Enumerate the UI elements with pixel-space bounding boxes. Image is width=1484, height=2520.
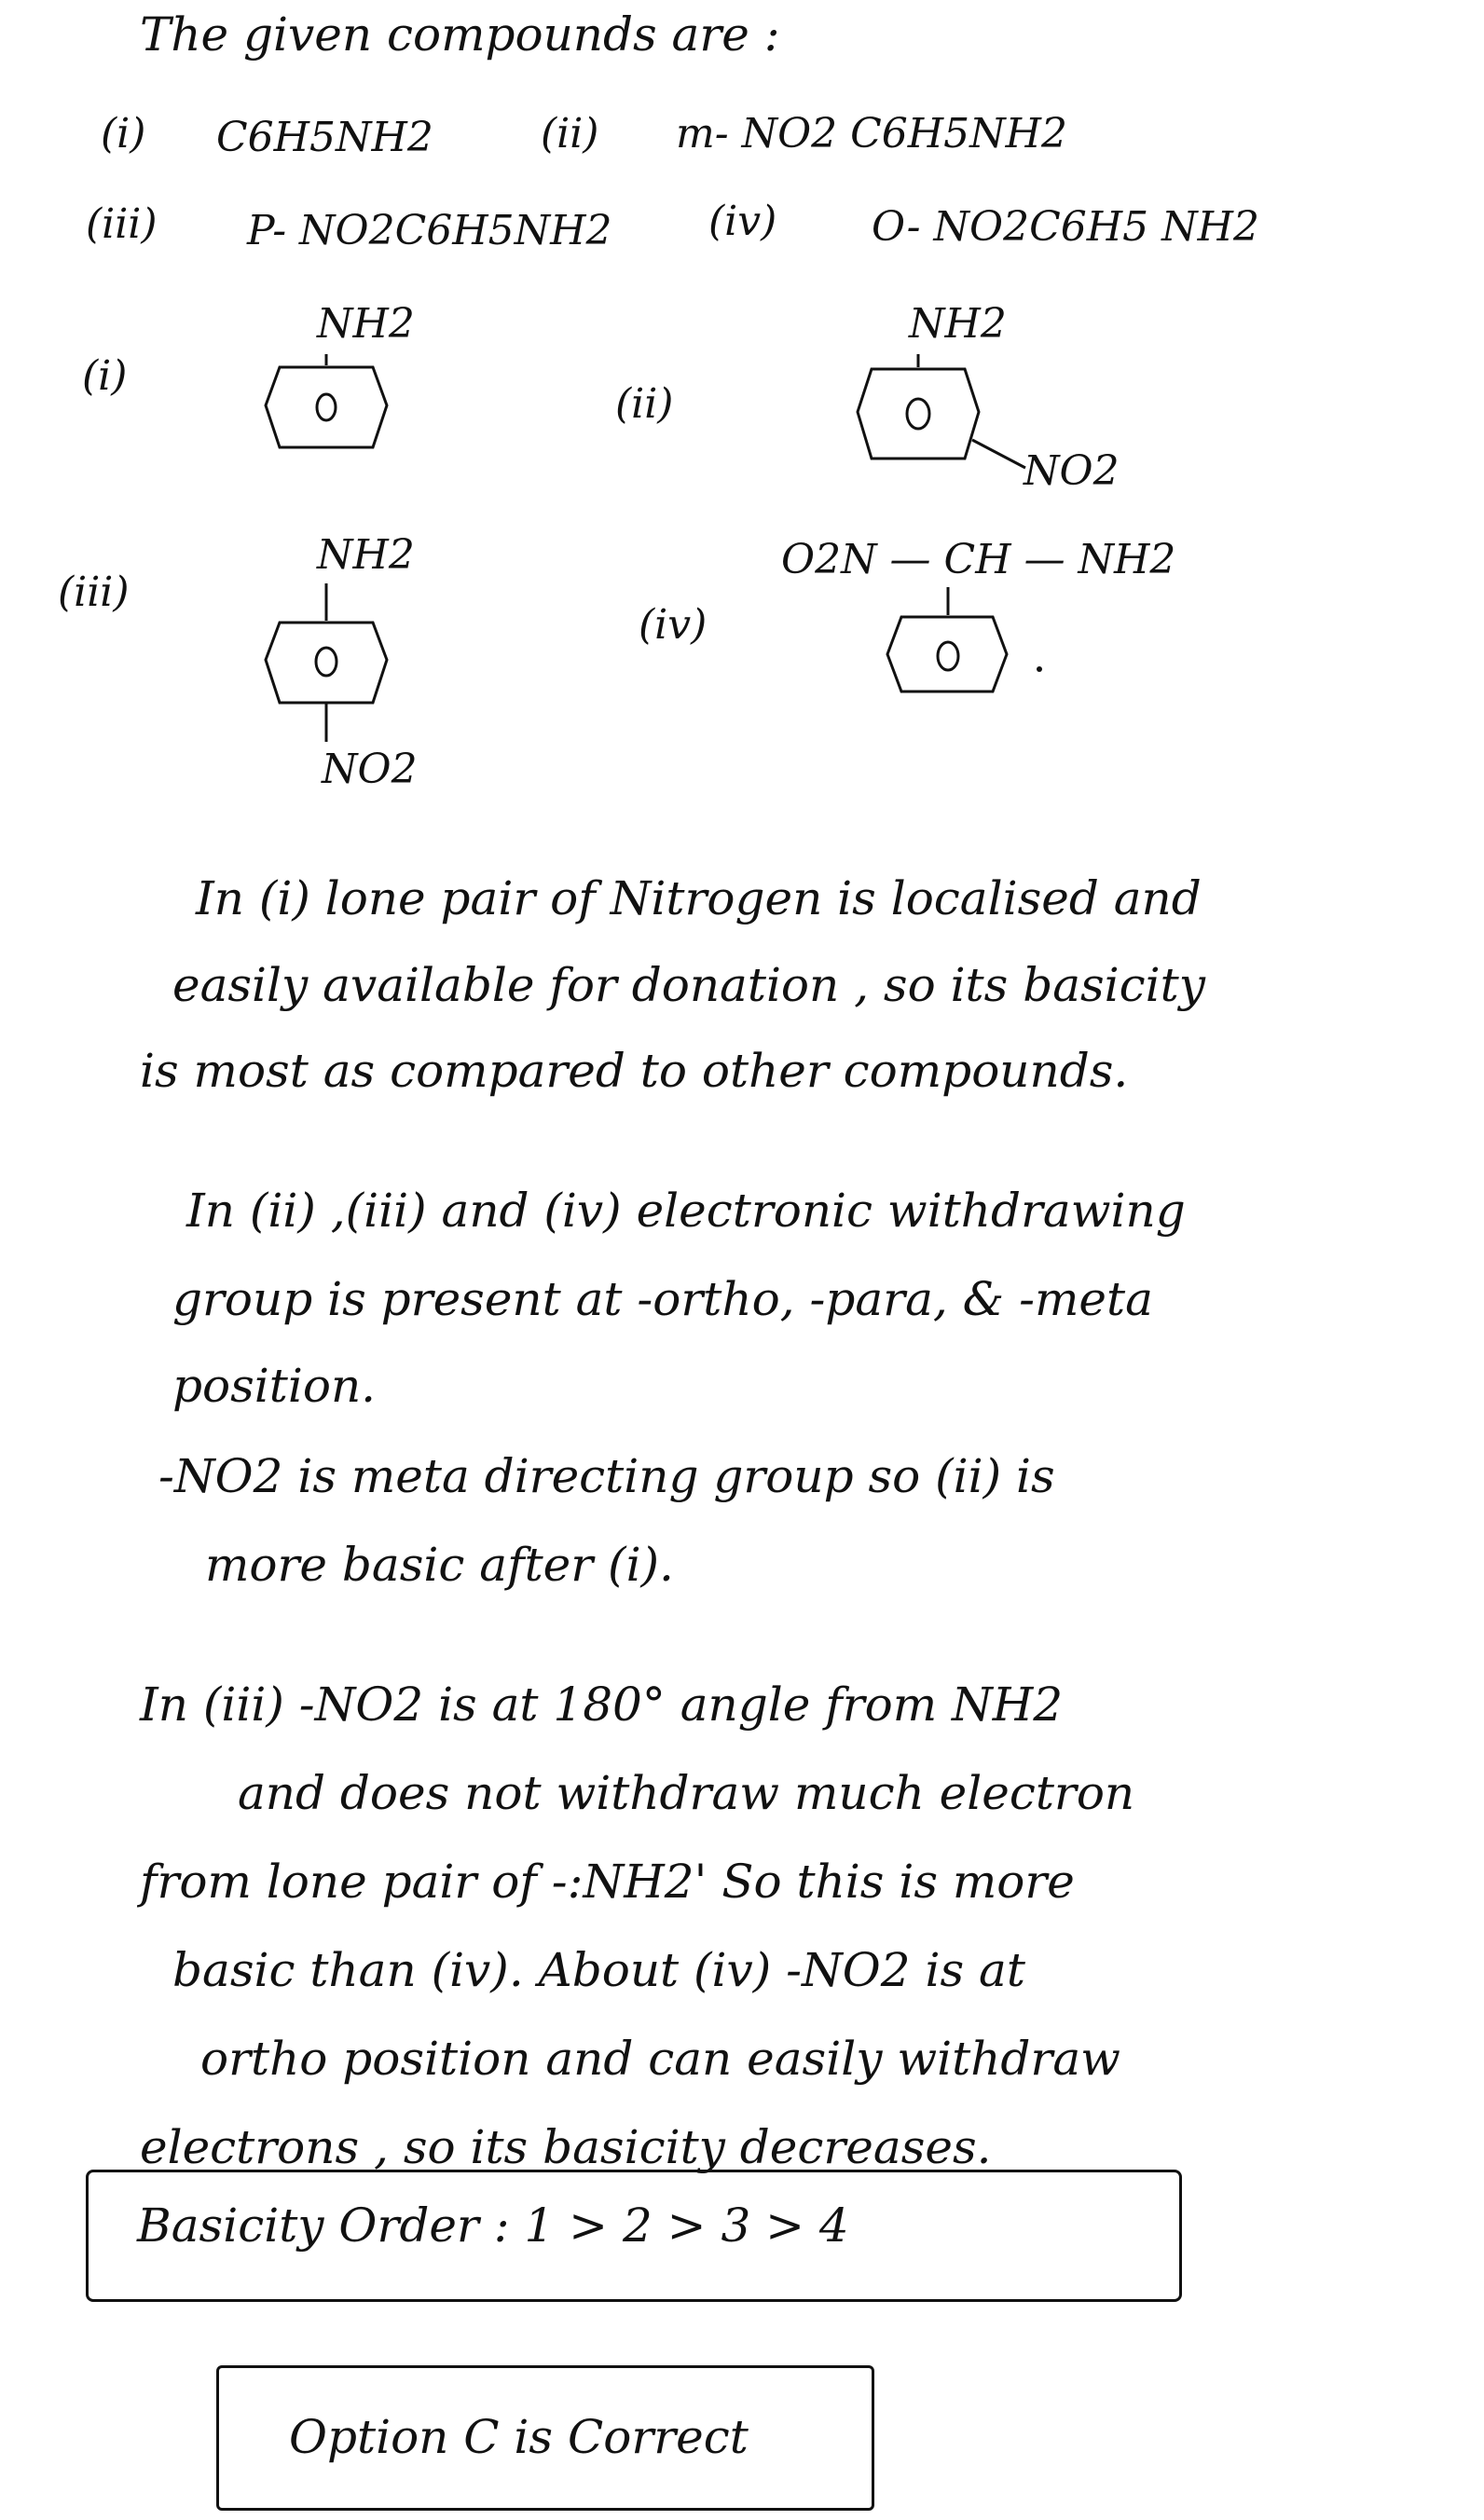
compound-iii-label: (iii) bbox=[86, 200, 158, 248]
para3-line1: In (iii) -NO2 is at 180° angle from NH2 bbox=[140, 1678, 1064, 1732]
structure-i-label: (i) bbox=[82, 352, 128, 400]
para3-line3: from lone pair of -:NH2' So this is more bbox=[140, 1855, 1075, 1909]
para3-line4: basic than (iv). About (iv) -NO2 is at bbox=[172, 1943, 1025, 1997]
structure-ii-label: (ii) bbox=[615, 380, 674, 428]
structure-ii-no2: NO2 bbox=[1024, 447, 1120, 495]
compound-iv-formula: O- NO2C6H5 NH2 bbox=[872, 203, 1259, 251]
answer-box bbox=[216, 2365, 874, 2511]
para3-line2: and does not withdraw much electron bbox=[238, 1766, 1135, 1820]
compound-i-label: (i) bbox=[101, 110, 146, 158]
intro-text: The given compounds are : bbox=[140, 7, 780, 62]
answer-text: Option C is Correct bbox=[289, 2410, 749, 2464]
compound-i-formula: C6H5NH2 bbox=[216, 114, 433, 161]
para1-line2: easily available for donation , so its basicity bbox=[172, 958, 1206, 1012]
structure-iii-label: (iii) bbox=[58, 568, 130, 616]
para3-line5: ortho position and can easily withdraw bbox=[200, 2032, 1120, 2086]
structure-iii-no2: NO2 bbox=[322, 746, 418, 793]
structure-iv-label: (iv) bbox=[639, 601, 708, 649]
para2-line1: In (ii) ,(iii) and (iv) electronic withdrawing bbox=[186, 1184, 1186, 1238]
compound-ii-label: (ii) bbox=[541, 110, 599, 158]
compound-ii-formula: m- NO2 C6H5NH2 bbox=[676, 110, 1068, 158]
basicity-order-text: Basicity Order : 1 > 2 > 3 > 4 bbox=[137, 2198, 849, 2253]
para2-line3: position. bbox=[172, 1359, 377, 1413]
benzene-ring-iv bbox=[872, 587, 1058, 708]
structure-iv-chain: O2N — CH — NH2 bbox=[781, 536, 1176, 583]
structure-iii-nh2: NH2 bbox=[317, 531, 415, 579]
para2-line2: group is present at -ortho, -para, & -meta bbox=[172, 1272, 1153, 1326]
para3-line6: electrons , so its basicity decreases. bbox=[140, 2120, 992, 2174]
structure-i-nh2: NH2 bbox=[317, 300, 415, 348]
para1-line1: In (i) lone pair of Nitrogen is localised and bbox=[196, 871, 1202, 925]
para1-line3: is most as compared to other compounds. bbox=[140, 1044, 1129, 1098]
compound-iii-formula: P- NO2C6H5NH2 bbox=[247, 207, 612, 254]
compound-iv-label: (iv) bbox=[708, 198, 777, 245]
benzene-ring-ii bbox=[844, 354, 1030, 485]
benzene-ring-iii bbox=[252, 583, 401, 751]
benzene-ring-i bbox=[252, 354, 401, 466]
para2-line4: -NO2 is meta directing group so (ii) is bbox=[158, 1449, 1055, 1503]
structure-ii-nh2: NH2 bbox=[909, 300, 1007, 348]
para2-line5: more basic after (i). bbox=[205, 1538, 674, 1592]
basicity-order-box bbox=[86, 2170, 1182, 2302]
